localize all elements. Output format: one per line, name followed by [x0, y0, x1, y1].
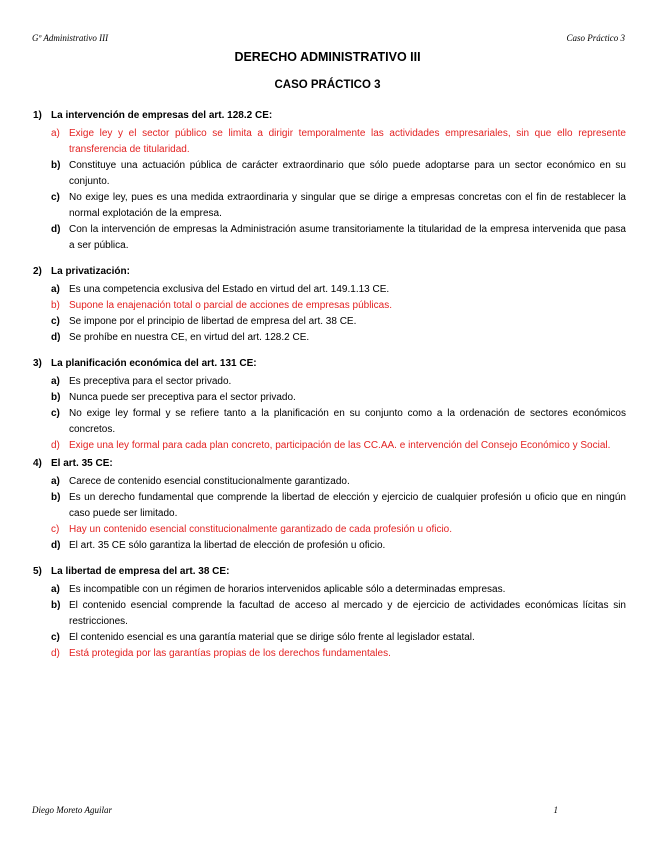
option-letter: a) [51, 476, 60, 487]
option-text: Se impone por el principio de libertad de empresa del art. 38 CE. [69, 316, 357, 327]
question-text: La intervención de empresas del art. 128.2 CE: [51, 110, 273, 121]
option-a [0, 474, 655, 490]
option-d [0, 438, 655, 454]
question-text: La planificación económica del art. 131 CE: [51, 358, 257, 369]
option-letter: b) [51, 160, 61, 171]
option-a [0, 126, 655, 158]
option-d [0, 538, 655, 554]
document-title: DERECHO ADMINISTRATIVO III [234, 50, 421, 64]
option-c [0, 406, 655, 438]
option-text: Es preceptiva para el sector privado. [69, 376, 232, 387]
footer-author: Diego Moreto Aguilar [32, 805, 112, 815]
question-header [0, 266, 655, 282]
option-c [0, 522, 655, 538]
question-3 [0, 358, 655, 454]
option-b [0, 298, 655, 314]
option-a [0, 582, 655, 598]
question-number: 3) [33, 358, 42, 369]
option-c [0, 630, 655, 646]
document-subtitle: CASO PRÁCTICO 3 [274, 79, 381, 91]
option-text: Nunca puede ser preceptiva para el sector privado. [69, 392, 296, 403]
option-b [0, 158, 655, 190]
option-letter: b) [51, 300, 60, 311]
question-number: 5) [33, 566, 42, 577]
option-text: Constituye una actuación pública de carácter extraordinario que sólo puede adoptarse para un sector económico en su conjunto. [69, 160, 626, 187]
question-text: El art. 35 CE: [51, 458, 113, 469]
option-letter: c) [51, 632, 60, 643]
option-d [0, 646, 655, 662]
option-text: El contenido esencial comprende la facultad de acceso al mercado y de ejercicio de actividades económicas lícitas sin restricciones. [69, 600, 626, 627]
option-letter: b) [51, 600, 61, 611]
question-4 [0, 458, 655, 554]
option-text: Con la intervención de empresas la Administración asume transitoriamente la titularidad de la empresa intervenida que pasa a ser pública. [69, 224, 626, 251]
option-letter: a) [51, 376, 60, 387]
option-letter: a) [51, 284, 60, 295]
option-text: Se prohíbe en nuestra CE, en virtud del art. 128.2 CE. [69, 332, 310, 343]
option-c [0, 190, 655, 222]
option-text: Es una competencia exclusiva del Estado en virtud del art. 149.1.13 CE. [69, 284, 390, 295]
option-letter: c) [51, 316, 60, 327]
option-b [0, 598, 655, 630]
question-1 [0, 110, 655, 254]
option-text: Es incompatible con un régimen de horarios intervenidos aplicable sólo a determinadas empresas. [69, 584, 506, 595]
option-a [0, 374, 655, 390]
option-text: El contenido esencial es una garantía material que se dirige sólo frente al legislador estatal. [69, 632, 475, 643]
option-text: Hay un contenido esencial constitucionalmente garantizado de cada profesión u oficio. [69, 524, 453, 535]
option-letter: c) [51, 192, 60, 203]
question-header [0, 110, 655, 126]
question-header [0, 358, 655, 374]
question-header [0, 458, 655, 474]
option-d [0, 330, 655, 346]
option-text: Supone la enajenación total o parcial de acciones de empresas públicas. [69, 300, 392, 311]
option-letter: a) [51, 584, 60, 595]
question-list [0, 110, 655, 674]
option-letter: d) [51, 540, 61, 551]
option-text: Carece de contenido esencial constitucionalmente garantizado. [69, 476, 350, 487]
option-text: El art. 35 CE sólo garantiza la libertad de elección de profesión u oficio. [69, 540, 386, 551]
option-b [0, 490, 655, 522]
question-header [0, 566, 655, 582]
header-right: Caso Práctico 3 [566, 33, 625, 43]
option-text: Es un derecho fundamental que comprende la libertad de elección y ejercicio de cualquier profesión u oficio que en ningún caso puede ser limitado. [69, 492, 626, 519]
option-letter: c) [51, 408, 60, 419]
option-text: No exige ley, pues es una medida extraordinaria y singular que se dirige a empresas concretas con el fin de restablecer la normal explotación de la empresa. [69, 192, 626, 219]
question-text: La libertad de empresa del art. 38 CE: [51, 566, 230, 577]
option-letter: d) [51, 440, 60, 451]
option-text: No exige ley formal y se refiere tanto a la planificación en su conjunto como a la ordenación de sectores económicos concretos. [69, 408, 626, 435]
option-a [0, 282, 655, 298]
option-letter: b) [51, 392, 61, 403]
option-d [0, 222, 655, 254]
question-number: 1) [33, 110, 42, 121]
option-letter: d) [51, 224, 61, 235]
option-c [0, 314, 655, 330]
option-letter: b) [51, 492, 61, 503]
option-b [0, 390, 655, 406]
option-text: Exige una ley formal para cada plan concreto, participación de las CC.AA. e intervención del Consejo Económico y Social. [69, 440, 611, 451]
question-2 [0, 266, 655, 346]
option-letter: c) [51, 524, 60, 535]
question-number: 2) [33, 266, 42, 277]
page-number: 1 [553, 805, 558, 815]
question-text: La privatización: [51, 266, 130, 277]
header-left: Gº Administrativo III [32, 33, 109, 43]
option-text: Está protegida por las garantías propias de los derechos fundamentales. [69, 648, 391, 659]
option-letter: d) [51, 648, 60, 659]
option-text: Exige ley y el sector público se limita a dirigir temporalmente las actividades empresariales, sin que ello represente transferencia de titularidad. [69, 128, 626, 155]
question-number: 4) [33, 458, 42, 469]
option-letter: d) [51, 332, 61, 343]
option-letter: a) [51, 128, 60, 139]
question-5 [0, 566, 655, 662]
